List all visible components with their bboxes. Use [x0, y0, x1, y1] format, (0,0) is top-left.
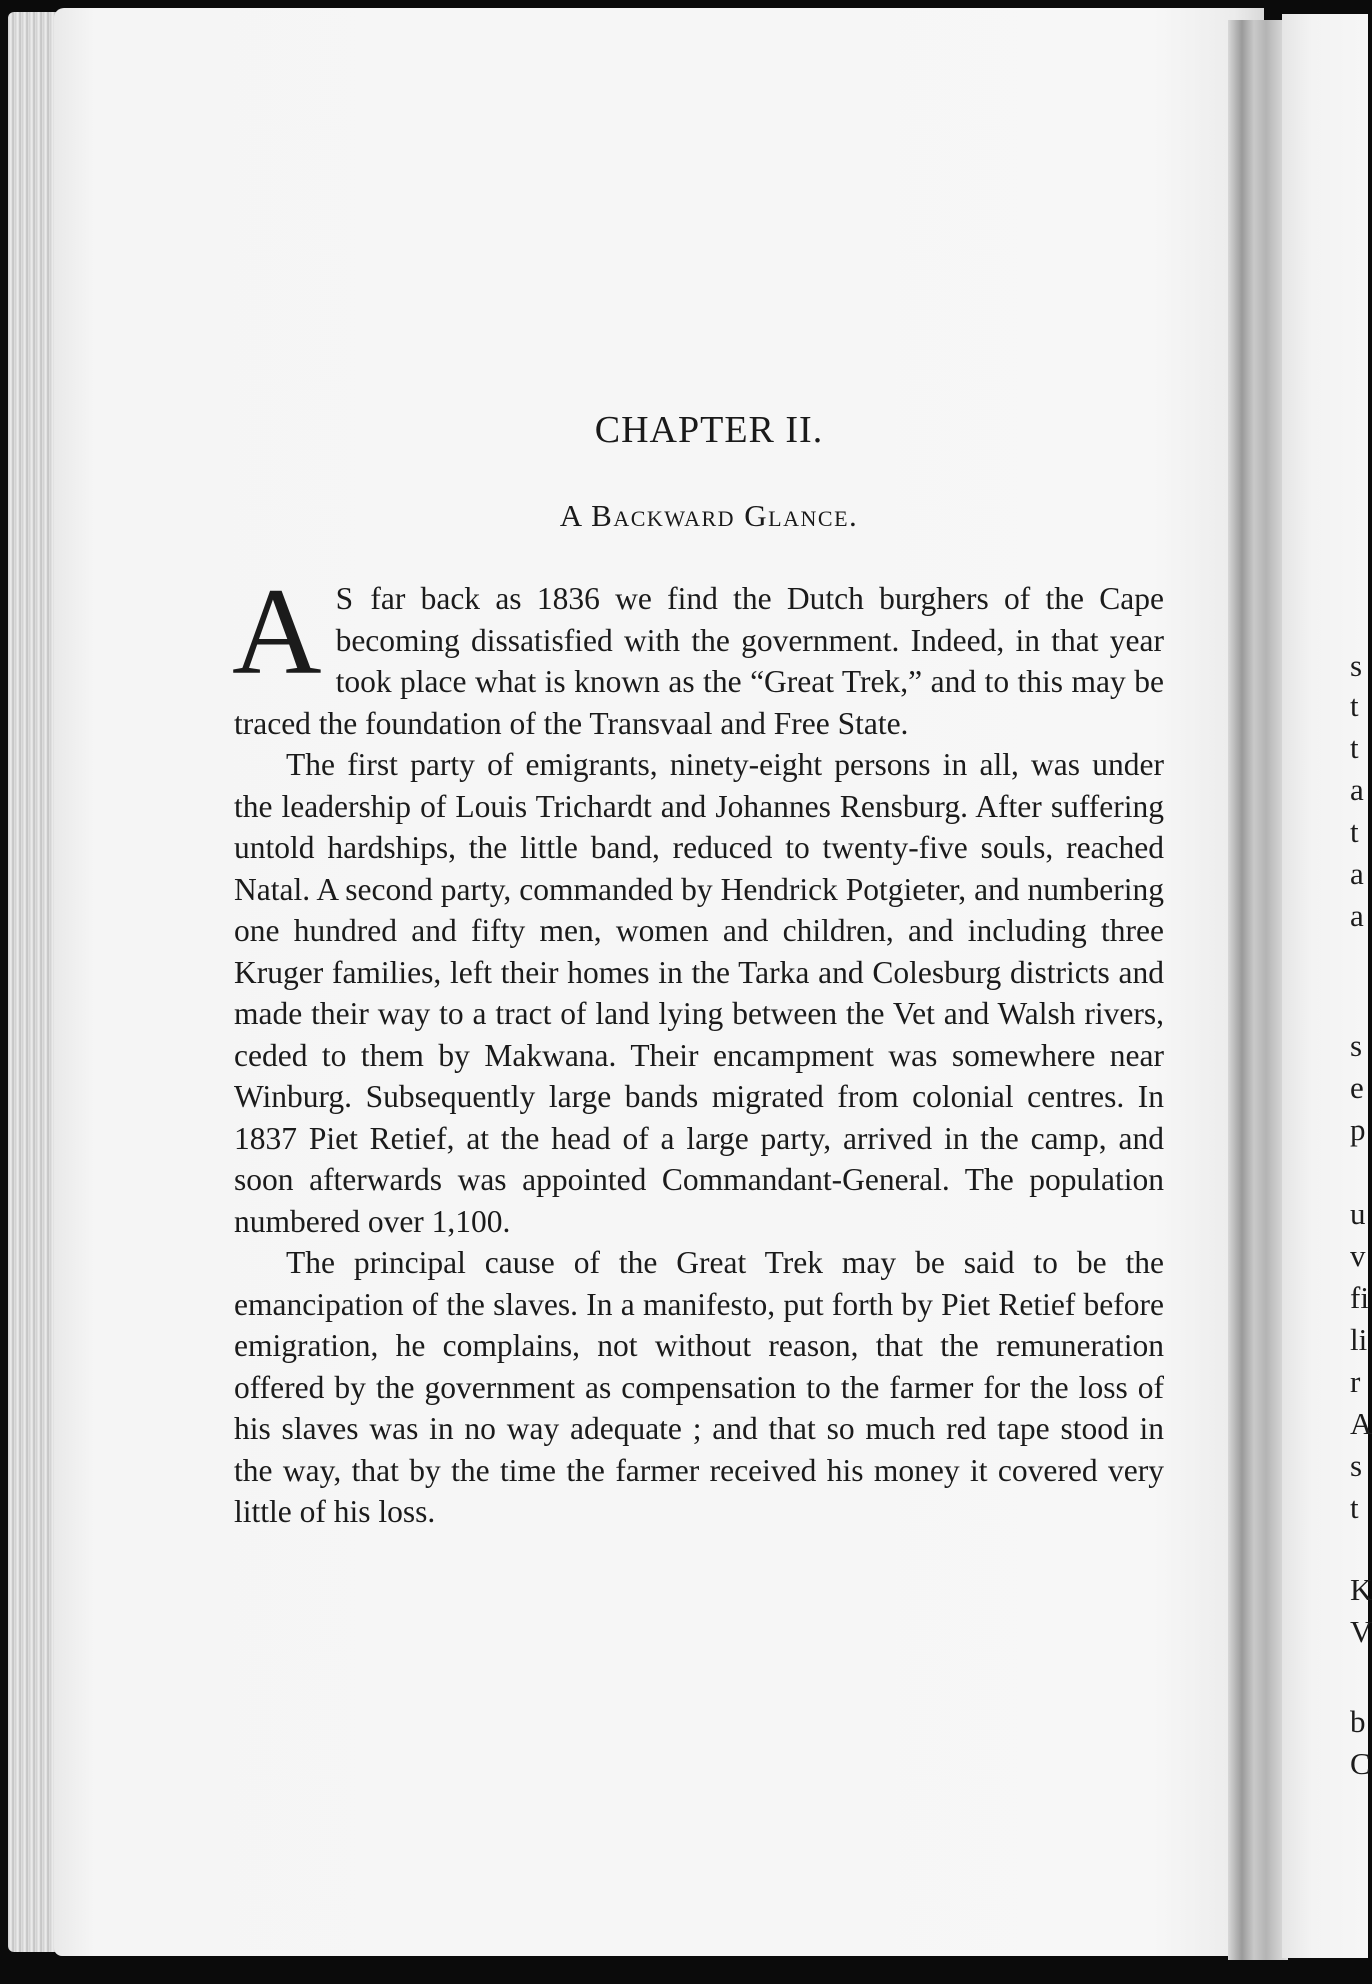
- facing-fragment: li: [1350, 1322, 1368, 1357]
- facing-fragment: e: [1350, 1070, 1364, 1105]
- facing-fragment: r: [1350, 1364, 1361, 1399]
- chapter-title: CHAPTER II.: [594, 409, 824, 451]
- facing-fragment: C: [1350, 1746, 1371, 1781]
- facing-fragment: a: [1350, 898, 1364, 933]
- facing-fragment: v: [1350, 1238, 1366, 1273]
- facing-fragment: t: [1350, 814, 1359, 849]
- paragraph-2: The first party of emigrants, ninety-eight persons in all, was under the leadership of Louis Trichardt and Johannes Rensburg. After suffering untold hardships, the little band, reduced to twenty-five souls, reached Natal. A second party, commanded by Hendrick Potgieter, and numbering one hundred and fifty men, women and children, and including three Kruger families, left their homes in the Tarka and Colesburg districts and made their way to a tract of land lying between the Vet and Walsh rivers, ceded to them by Makwana. Their encampment was somewhere near Winburg. Subsequently large bands migrated from colonial centres. In 1837 Piet Retief, at the head of a large party, arrived in the camp, and soon afterwards was appointed Commandant-General. The population numbered over 1,100.: [234, 747, 1164, 1239]
- facing-fragment: t: [1350, 1490, 1359, 1525]
- chapter-body: [232, 563, 1164, 1533]
- drop-cap-continuation: S: [335, 581, 356, 616]
- facing-fragment: p: [1350, 1112, 1366, 1147]
- facing-fragment: t: [1350, 730, 1359, 765]
- paragraph-1: [232, 563, 1164, 744]
- drop-cap: A: [232, 563, 322, 700]
- paragraph-1-text: far back as 1836 we find the Dutch burghers of the Cape becoming dissatisfied with the government. Indeed, in that year took place what is known as the “Great Trek,” and to this may be traced the foundation of the Transvaal and Free State.: [234, 581, 1164, 741]
- paragraph-3: The principal cause of the Great Trek may be said to be the emancipation of the slaves. In a manifesto, put forth by Piet Retief before emigration, he complains, not without reason, that the remuneration offered by the government as compensation to the farmer for the loss of his slaves was in no way adequate ; and that so much red tape stood in the way, that by the time the farmer received his money it covered very little of his loss.: [234, 1245, 1164, 1529]
- facing-fragment: V: [1350, 1614, 1372, 1649]
- facing-fragment: a: [1350, 772, 1364, 807]
- facing-fragment: a: [1350, 856, 1364, 891]
- facing-fragment: s: [1350, 1448, 1363, 1483]
- facing-fragment: b: [1350, 1704, 1366, 1739]
- facing-fragment: s: [1350, 1028, 1363, 1063]
- book-gutter: [1228, 20, 1288, 1960]
- facing-fragment: A: [1350, 1406, 1372, 1441]
- facing-fragment: u: [1350, 1196, 1366, 1231]
- chapter-subtitle: A Backward Glance.: [559, 498, 859, 533]
- facing-page: [1282, 14, 1368, 1958]
- facing-fragment: s: [1350, 648, 1363, 683]
- facing-fragment: t: [1350, 688, 1359, 723]
- facing-fragment: K: [1350, 1572, 1372, 1607]
- facing-fragment: fi: [1350, 1280, 1369, 1315]
